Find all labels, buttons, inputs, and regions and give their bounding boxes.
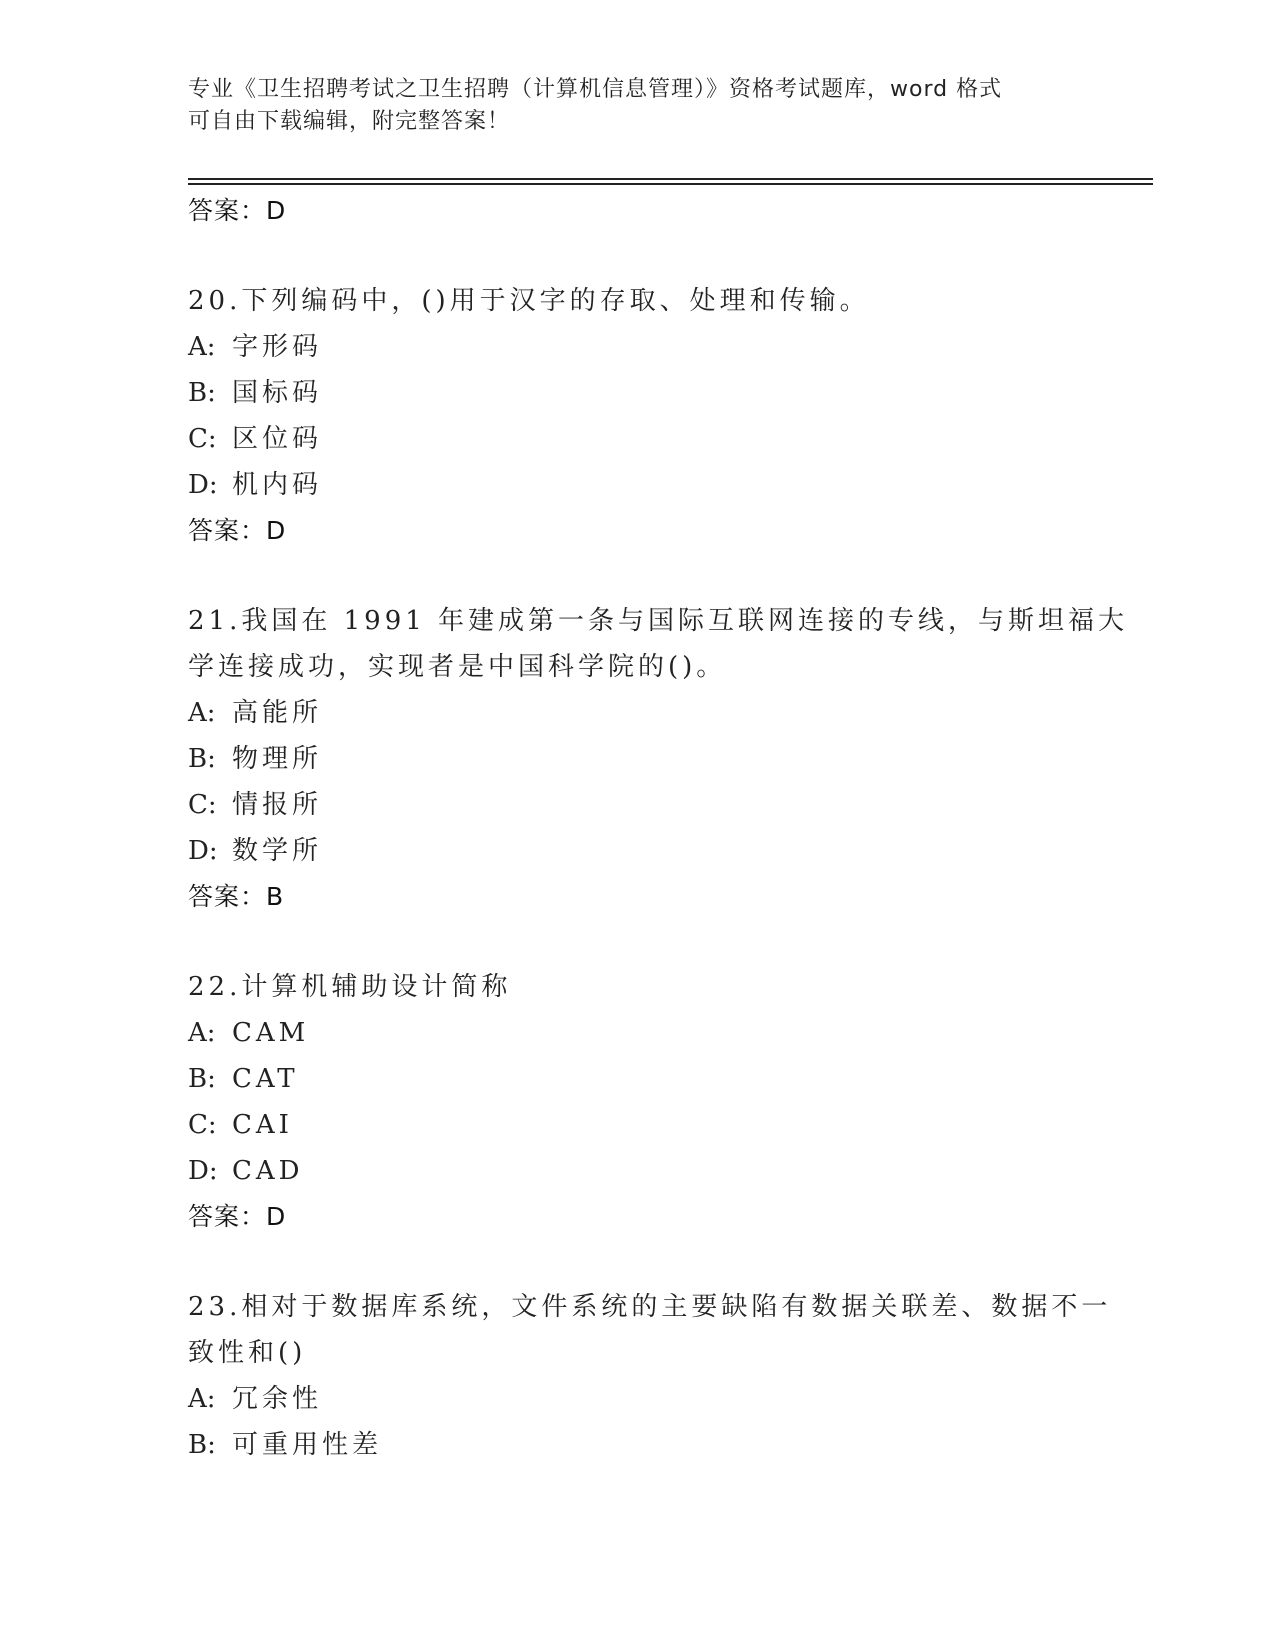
option-text: CAD <box>232 1156 304 1186</box>
option-a <box>188 1376 1088 1422</box>
answer-line: 答案：D <box>188 516 287 545</box>
option-text: 情报所 <box>232 790 323 820</box>
header-rule-top <box>188 178 1153 180</box>
option-label: D: <box>188 1156 218 1186</box>
answer-line: 答案：B <box>188 882 285 911</box>
option-d <box>188 1148 1088 1194</box>
option-label: A: <box>188 332 216 362</box>
option-label: A: <box>188 1018 216 1048</box>
option-a <box>188 324 1088 370</box>
option-b <box>188 1422 1088 1468</box>
question-block <box>188 278 1088 554</box>
option-label: B: <box>188 378 216 408</box>
option-label: C: <box>188 1110 217 1140</box>
header-line-1: 专业《卫生招聘考试之卫生招聘（计算机信息管理）》资格考试题库，word 格式 <box>188 77 1003 102</box>
answer-line: 答案：D <box>188 1202 287 1231</box>
option-text: 物理所 <box>232 744 323 774</box>
header-line-2: 可自由下载编辑，附完整答案！ <box>188 109 511 134</box>
option-label: A: <box>188 698 216 728</box>
question-text-continued: 致性和() <box>188 1338 307 1368</box>
question-list <box>188 188 1129 1468</box>
option-label: A: <box>188 1384 216 1414</box>
option-text: CAM <box>232 1018 310 1048</box>
option-text: 字形码 <box>232 332 323 362</box>
option-d <box>188 462 1088 508</box>
option-a <box>188 1010 1088 1056</box>
option-label: B: <box>188 1430 216 1460</box>
question-text: 22.计算机辅助设计简称 <box>188 972 512 1002</box>
option-b <box>188 1056 1088 1102</box>
question-text: 20.下列编码中，()用于汉字的存取、处理和传输。 <box>188 286 870 316</box>
option-label: C: <box>188 424 217 454</box>
option-text: 高能所 <box>232 698 323 728</box>
option-text: 机内码 <box>232 470 323 500</box>
question-text-continued: 学连接成功，实现者是中国科学院的()。 <box>188 652 727 682</box>
option-d <box>188 828 1088 874</box>
answer-line: 答案：D <box>188 196 287 225</box>
option-text: 冗余性 <box>232 1384 323 1414</box>
header-rule-bottom <box>188 183 1153 185</box>
option-b <box>188 370 1088 416</box>
question-block <box>188 1284 1112 1468</box>
question-block <box>188 964 1088 1240</box>
option-text: CAT <box>232 1064 299 1094</box>
option-label: B: <box>188 744 216 774</box>
option-text: CAI <box>232 1110 293 1140</box>
option-text: 区位码 <box>232 424 323 454</box>
option-label: B: <box>188 1064 216 1094</box>
option-b <box>188 736 1088 782</box>
option-text: 可重用性差 <box>232 1430 383 1460</box>
option-label: D: <box>188 836 218 866</box>
option-text: 国标码 <box>232 378 323 408</box>
option-c <box>188 782 1088 828</box>
option-text: 数学所 <box>232 836 323 866</box>
question-text: 23.相对于数据库系统，文件系统的主要缺陷有数据关联差、数据不一 <box>188 1292 1112 1322</box>
option-c <box>188 1102 1088 1148</box>
option-label: C: <box>188 790 217 820</box>
option-label: D: <box>188 470 218 500</box>
question-block <box>188 598 1129 920</box>
document-header <box>188 74 1068 138</box>
question-text: 21.我国在 1991 年建成第一条与国际互联网连接的专线，与斯坦福大 <box>188 606 1129 636</box>
option-a <box>188 690 1088 736</box>
option-c <box>188 416 1088 462</box>
